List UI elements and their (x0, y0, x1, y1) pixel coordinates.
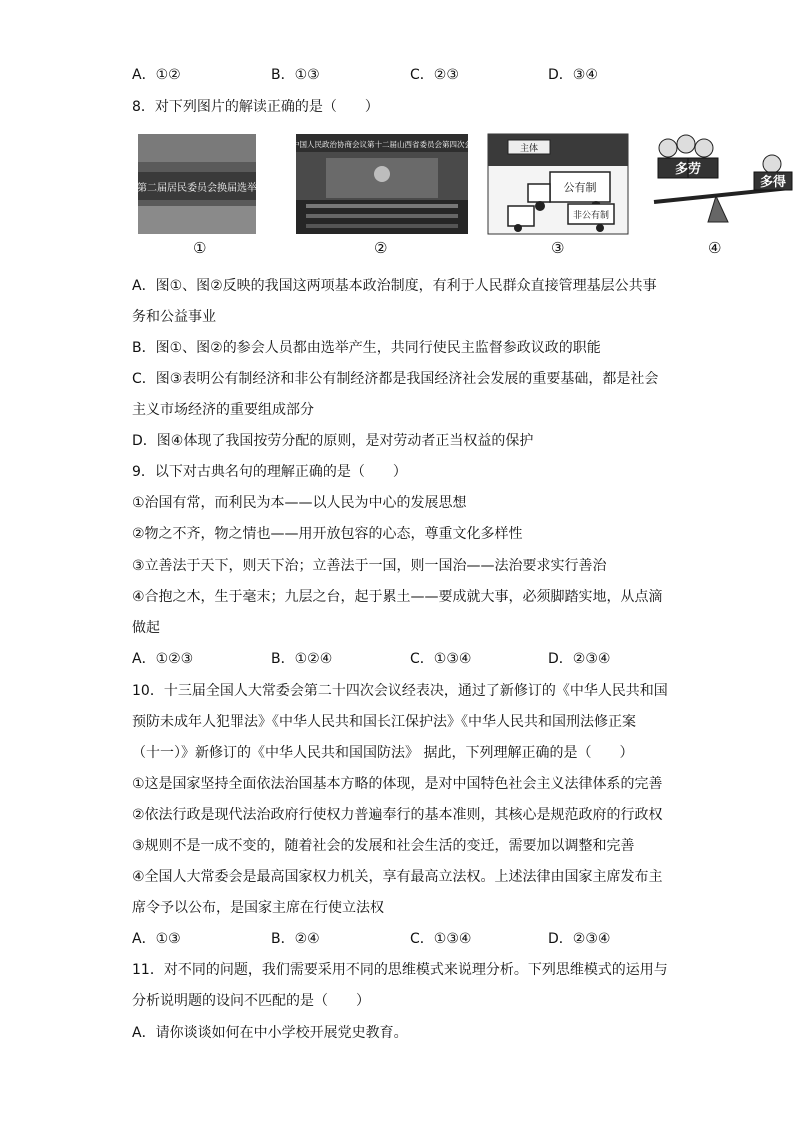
q10-item-4-line1: ④全国人大常委会是最高国家权力机关，享有最高立法权。上述法律由国家主席发布主 (132, 869, 663, 885)
q10-option-c: C．①③④ (410, 931, 472, 947)
q9-options (132, 649, 692, 669)
q8-figures (117, 134, 787, 260)
q7-option-d: D．③④ (548, 67, 598, 83)
q10-stem-line2: 预防未成年人犯罪法》《中华人民共和国长江保护法》《中华人民共和国刑法修正案 (132, 714, 636, 730)
q7-option-a: A．①② (132, 67, 181, 83)
q10-stem-line3: （十一）》新修订的《中华人民共和国国防法》 据此，下列理解正确的是（ ） (132, 745, 634, 761)
figure-1-label: ① (193, 239, 207, 257)
figure-3-sign-text: 主体 (519, 144, 539, 154)
figure-2-banner-text: 中国人民政治协商会议第十二届山西省委员会第四次会 (292, 140, 472, 149)
figure-4-seesaw-cartoon (648, 130, 796, 236)
q9-option-c: C．①③④ (410, 651, 472, 667)
q8-option-c-line2: 主义市场经济的重要组成部分 (132, 402, 314, 418)
q9-item-4-line2: 做起 (132, 620, 160, 636)
q7-options (132, 65, 692, 85)
q11-stem-line1: 11．对不同的问题，我们需要采用不同的思维模式来说理分析。下列思维模式的运用与 (132, 962, 668, 978)
q8-option-b: B．图①、图②的参会人员都由选举产生，共同行使民主监督参政议政的职能 (132, 340, 601, 356)
figure-1-banner-text: 社区第二届居民委员会换届选举大会 (117, 183, 277, 194)
q11-option-a: A．请你谈谈如何在中小学校开展党史教育。 (132, 1025, 408, 1041)
q10-item-4-line2: 席令予以公布，是国家主席在行使立法权 (132, 900, 384, 916)
figure-3-label: ③ (551, 239, 565, 257)
q8-option-a-line2: 务和公益事业 (132, 309, 216, 325)
q10-item-3: ③规则不是一成不变的，随着社会的发展和社会生活的变迁，需要加以调整和完善 (132, 838, 635, 854)
q9-option-b: B．①②④ (271, 651, 333, 667)
figure-4-label: ④ (708, 239, 722, 257)
q9-option-d: D．②③④ (548, 651, 611, 667)
q11-stem-line2: 分析说明题的设问不匹配的是（ ） (132, 993, 370, 1009)
q7-option-b: B．①③ (271, 67, 320, 83)
figure-3-public-truck-text: 公有制 (563, 181, 597, 194)
q8-stem: 8．对下列图片的解读正确的是（ ） (132, 99, 379, 115)
q10-item-1: ①这是国家坚持全面依法治国基本方略的体现，是对中国特色社会主义法律体系的完善 (132, 776, 663, 792)
q8-option-c-line1: C．图③表明公有制经济和非公有制经济都是我国经济社会发展的重要基础，都是社会 (132, 371, 659, 387)
figure-3-trucks-cartoon (488, 134, 628, 234)
q9-stem: 9．以下对古典名句的理解正确的是（ ） (132, 464, 407, 480)
figure-4-right-text: 多得 (759, 175, 787, 190)
figure-4-left-text: 多劳 (674, 162, 702, 177)
q8-option-d: D．图④体现了我国按劳分配的原则，是对劳动者正当权益的保护 (132, 433, 534, 449)
q9-item-3: ③立善法于天下，则天下治；立善法于一国，则一国治——法治要求实行善治 (132, 558, 607, 574)
q10-option-b: B．②④ (271, 931, 320, 947)
figure-2-label: ② (374, 239, 388, 257)
q7-option-c: C．②③ (410, 67, 459, 83)
q10-item-2: ②依法行政是现代法治政府行使权力普遍奉行的基本准则，其核心是规范政府的行政权 (132, 807, 663, 823)
q9-option-a: A．①②③ (132, 651, 194, 667)
q10-stem-line1: 10．十三届全国人大常委会第二十四次会议经表决，通过了新修订的《中华人民共和国 (132, 683, 668, 699)
q9-item-2: ②物之不齐，物之情也——用开放包容的心态，尊重文化多样性 (132, 526, 523, 542)
q10-options (132, 929, 692, 949)
q9-item-1: ①治国有常，而利民为本——以人民为中心的发展思想 (132, 495, 467, 511)
q8-option-a-line1: A．图①、图②反映的我国这两项基本政治制度，有利于人民群众直接管理基层公共事 (132, 278, 657, 294)
q9-item-4-line1: ④合抱之木，生于毫末；九层之台，起于累土——要成就大事，必须脚踏实地，从点滴 (132, 589, 663, 605)
figure-2-conference-hall (292, 134, 472, 234)
q10-option-a: A．①③ (132, 931, 181, 947)
q10-option-d: D．②③④ (548, 931, 611, 947)
figure-3-nonpublic-truck-text: 非公有制 (572, 211, 610, 221)
figure-1-meeting-banner (117, 134, 277, 234)
